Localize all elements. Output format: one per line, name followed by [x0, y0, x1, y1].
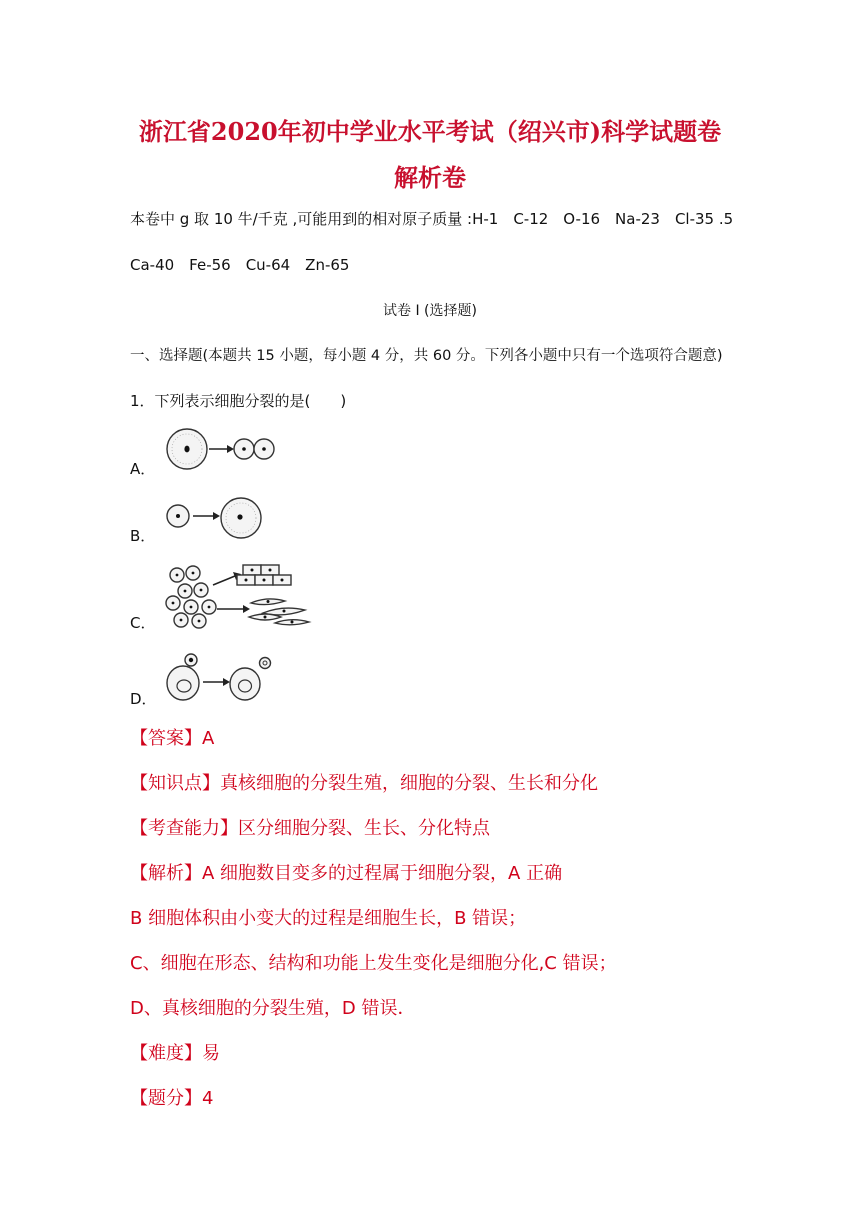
- option-b-figure: [163, 494, 273, 542]
- explanation-d: D、真核细胞的分裂生殖，D 错误．: [130, 998, 416, 1019]
- explanation-c: C、细胞在形态、结构和功能上发生变化是细胞分化,C 错误；: [130, 953, 617, 974]
- explanation-b: B 细胞体积由小变大的过程是细胞生长，B 错误；: [130, 908, 527, 929]
- option-d-label: D．: [130, 690, 157, 708]
- ability-tested: 【考查能力】区分细胞分裂、生长、分化特点: [130, 818, 490, 839]
- knowledge-point: 【知识点】真核细胞的分裂生殖，细胞的分裂、生长和分化: [130, 773, 598, 794]
- option-a-label: A．: [130, 460, 156, 478]
- option-c-label: C．: [130, 614, 156, 632]
- question-score: 【题分】4: [130, 1088, 214, 1109]
- intro-line-2: Ca-40 Fe-56 Cu-64 Zn-65: [130, 256, 350, 274]
- answer: 【答案】A: [130, 728, 215, 749]
- document-title: 浙江省2020年初中学业水平考试（绍兴市)科学试题卷: [138, 117, 722, 146]
- document-subtitle: 解析卷: [394, 163, 466, 192]
- intro-line-1: 本卷中 g 取 10 牛/千克 ,可能用到的相对原子质量 :H-1 C-12 O-16 Na-23 Cl-35 .5: [130, 210, 734, 228]
- option-a-figure: [163, 426, 275, 472]
- section-instruction: 一、选择题(本题共 15 小题，每小题 4 分，共 60 分。下列各小题中只有一个选项符合题意): [130, 348, 723, 364]
- explanation: 【解析】A 细胞数目变多的过程属于细胞分裂，A 正确: [130, 863, 563, 884]
- option-c-figure: [163, 563, 313, 629]
- option-d-figure: [163, 651, 275, 703]
- question-stem: 1．下列表示细胞分裂的是( ): [130, 392, 347, 410]
- option-b-label: B．: [130, 527, 156, 545]
- difficulty: 【难度】易: [130, 1043, 220, 1064]
- paper-section-title: 试卷 I (选择题): [383, 303, 477, 319]
